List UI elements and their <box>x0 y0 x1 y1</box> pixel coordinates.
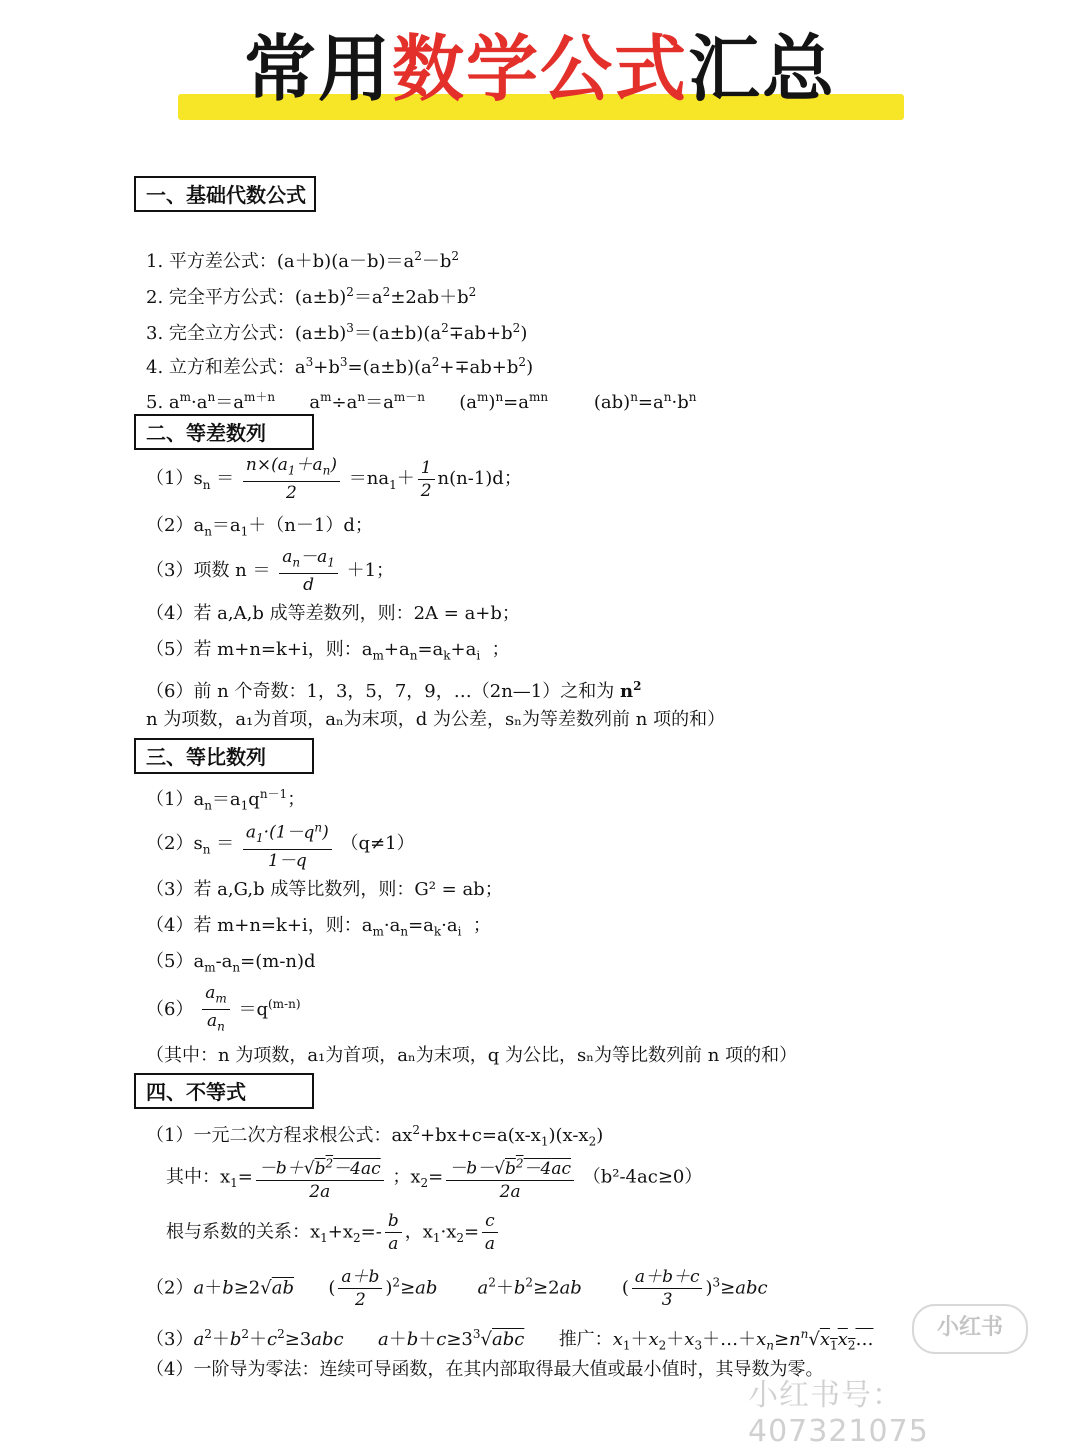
arith-index-property: （5）若 m+n=k+i，则：$a_m+a_n=a_k+a_i$ ； <box>146 639 510 663</box>
quadratic-roots: 其中：$x_1=$ $\frac{-b+√b^2-4ac}{2a}$ ；$x_2=$ $\frac{-b-√b^2-4ac}{2a}$ （b²-4ac≥0） <box>166 1152 702 1203</box>
section-heading-algebra: 一、基础代数公式 <box>134 176 316 212</box>
geo-index-property: （4）若 m+n=k+i，则：$a_m\cdot a_n=a_k\cdot a_i$ ； <box>146 915 491 939</box>
geo-note: （其中：n 为项数，a₁为首项，aₙ为末项，q 为公比，sₙ为等比数列前 n 项的和） <box>146 1045 798 1066</box>
geo-sum-formula: $(2)s_n$ ＝ $\frac{a_1\cdot(1-q^n)}{1-q}$ （q≠1） <box>146 816 415 872</box>
arith-general-term: $(2)a_n=a_1+(n-1)d$； <box>146 515 373 539</box>
watermark-logo: 小红书 <box>912 1304 1028 1354</box>
geo-difference: $(5)a_m-a_n=(m-n)d$ <box>146 951 316 975</box>
two-var-inequalities: （2）a＋b≥2√ab ( $\frac{a+b}{2}$ )$^2$≥ab $a^2+b^2\ge 2ab$ ( $\frac{a+b+c}{3}$ )$^3$≥abc <box>146 1267 768 1310</box>
watermark-id: 小红书号：407321075 <box>748 1378 929 1449</box>
section-heading-geometric: 三、等比数列 <box>134 738 314 774</box>
arith-sum-formula: $(1)s_n$ ＝ $\frac{n\times(a_1+a_n)}{2}$ $=na_1+$ $\frac{1}{2}$ n(n-1)d； <box>146 455 522 504</box>
arith-number-of-terms: （3）项数 n ＝ $\frac{a_n-a_1}{d}$ ＋1； <box>146 547 395 596</box>
page-title <box>0 24 1080 114</box>
section-heading-arithmetic: 二、等差数列 <box>134 414 314 450</box>
geo-middle-term: （3）若 a,G,b 成等比数列，则：G² = ab； <box>146 879 503 900</box>
title-part1: 常用 <box>243 27 392 111</box>
formula-perfect-square: 2. 完全平方公式：$(a\pm b)^2=a^2\pm 2ab+b^2$ <box>146 285 477 308</box>
arith-middle-term: （4）若 a,A,b 成等差数列，则：2A = a+b； <box>146 603 520 624</box>
derivative-zero-method: （4）一阶导为零法：连续可导函数，在其内部取得最大值或最小值时，其导数为零。 <box>146 1359 824 1380</box>
title-area <box>0 18 1080 128</box>
formula-difference-of-squares: 1. 平方差公式：$(a+b)(a-b)=a^2-b^2$ <box>146 249 460 272</box>
vieta-relations: 根与系数的关系：$x_1+x_2=-$ $\frac{b}{a}$ ，$x_1\cdot x_2=$ $\frac{c}{a}$ <box>166 1210 501 1255</box>
title-part2: 数学公式 <box>391 27 688 111</box>
arith-note: n 为项数，a₁为首项，aₙ为末项，d 为公差，sₙ为等差数列前 n 项的和） <box>146 709 726 730</box>
section-heading-inequality: 四、不等式 <box>134 1073 314 1109</box>
formula-perfect-cube: 3. 完全立方公式：$(a\pm b)^3=(a\pm b)(a^2\mp ab+b^2)$ <box>146 321 528 344</box>
arith-odd-sum: （6）前 n 个奇数：1，3，5，7，9，…（2n—1）之和为 $n^2$ <box>146 679 642 702</box>
formula-exponent-rules: 5. $a^m\cdot a^n=a^{m+n}$ $a^m\div a^n=a^{m-n}$ $(a^m)^n=a^{mn}$ $(ab)^n=a^n\cdot b^n$ <box>146 390 697 413</box>
quadratic-factor-form: （1）一元二次方程求根公式：$ax^2+bx+c=a(x-x_1)(x-x_2)$ <box>146 1123 604 1149</box>
formula-sum-difference-cubes: 4. 立方和差公式：$a^3+b^3=(a\pm b)(a^2+\mp ab+b^2)$ <box>146 355 534 378</box>
title-part3: 汇总 <box>688 27 837 111</box>
geo-ratio: （6） $\frac{a_m}{a_n}$ $=q^{(m-n)}$ <box>146 983 301 1034</box>
geo-general-term: $(1)a_n=a_1q^{n-1}$； <box>146 787 306 813</box>
three-var-inequalities: $(3)a^2+b^2+c^2\ge 3abc$ $a+b+c\ge 3^3√abc$ 推广：$x_1+x_2+x_3+\dots+x_n\ge n^n√x_1x_2\dots$ <box>146 1327 874 1353</box>
